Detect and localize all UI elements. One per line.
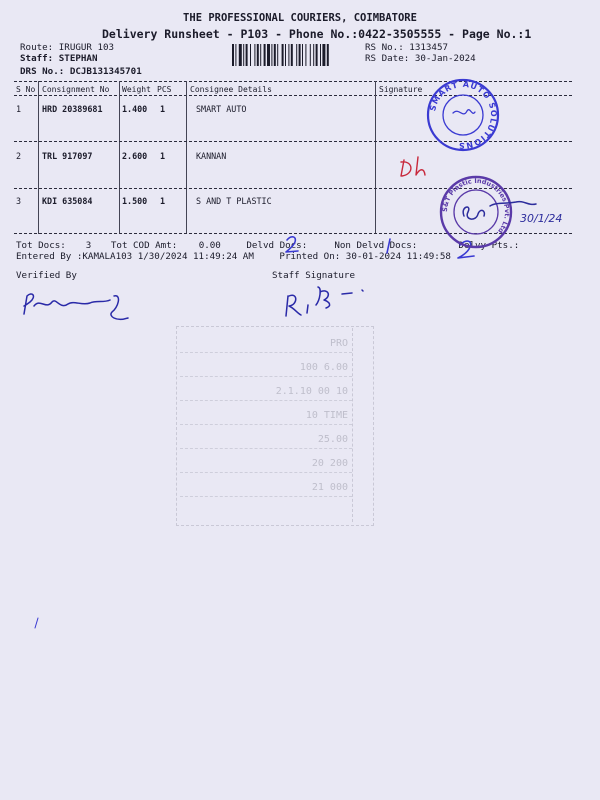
row2-weight: 2.600 [122, 151, 148, 161]
delvd-docs-label: Delvd Docs: [246, 240, 308, 251]
drs-value: DCJB131345701 [69, 66, 142, 77]
faded-rule [180, 496, 352, 497]
handwritten-delvd-2 [286, 237, 298, 252]
company-title: THE PROFESSIONAL COURIERS, COIMBATORE [183, 12, 417, 24]
verified-by-label: Verified By [16, 270, 77, 281]
row1-consignment: HRD 20389681 [42, 104, 103, 114]
rs-no-value: 1313457 [409, 42, 449, 53]
red-signature [401, 157, 425, 176]
header-consignment: Consignment No [42, 85, 110, 94]
faded-rule [180, 400, 352, 401]
verified-by-signature [24, 294, 128, 319]
staff-value: STEPHAN [58, 53, 98, 64]
faded-text-line: 25.00 [317, 434, 348, 445]
rs-no-label: RS No.: [365, 42, 404, 53]
header-sno: S No [16, 85, 36, 94]
drs-label: DRS No.: [20, 66, 65, 77]
row3-sno: 3 [16, 196, 22, 206]
row2-consignment: TRL 917097 [42, 151, 93, 161]
header-weight: Weight [122, 85, 151, 94]
row1-pcs: 1 [160, 104, 166, 114]
entered-by: Entered By :KAMALA103 1/30/2024 11:49:24 AM [16, 251, 254, 262]
row2-pcs: 1 [160, 151, 166, 161]
runsheet-title: Delivery Runsheet - P103 - Phone No.:0422-3505555 - Page No.:1 [102, 27, 532, 41]
stamp1-text: SMART AUTO SOLUTIONS [428, 79, 499, 151]
delvy-pts-label: Delvy Pts.: [458, 240, 520, 251]
faded-text-line: 100 6.00 [299, 362, 348, 373]
route-label: Route: [20, 42, 54, 53]
faded-rule [180, 448, 352, 449]
stamp2-text: S&T Plastic Industries Pvt. Ltd. [440, 176, 512, 238]
row3-consignee: S AND T PLASTIC [196, 196, 272, 206]
faded-rule [180, 352, 352, 353]
handwritten-date: 30/1/24 [520, 212, 563, 225]
faded-rule [180, 424, 352, 425]
tot-cod-label: Tot COD Amt: [110, 240, 178, 251]
stray-mark [35, 618, 38, 628]
rs-date-label: RS Date: [365, 53, 410, 64]
faded-rule [180, 376, 352, 377]
row1-weight: 1.400 [122, 104, 148, 114]
non-delvd-label: Non Delvd Docs: [334, 240, 418, 251]
tot-docs-label: Tot Docs: [16, 240, 66, 251]
header-signature: Signature [379, 85, 423, 94]
header-consignee: Consignee Details [190, 85, 272, 94]
staff-signature [286, 287, 363, 316]
faded-text-line: 10 TIME [305, 410, 348, 421]
row2-consignee: KANNAN [196, 151, 227, 161]
row1-sno: 1 [16, 104, 22, 114]
staff-label: Staff: [20, 53, 54, 64]
tot-cod-value: 0.00 [198, 240, 221, 251]
route-value: IRUGUR 103 [58, 42, 115, 53]
row2-sno: 2 [16, 151, 22, 161]
rs-date-value: 30-Jan-2024 [414, 53, 476, 64]
handwritten-nondelvd-1 [387, 239, 390, 253]
row3-consignment: KDI 635084 [42, 196, 93, 206]
row1-consignee: SMART AUTO [196, 104, 247, 114]
faded-text-line: 2.1.10 00 10 [275, 386, 348, 397]
row3-pcs: 1 [160, 196, 166, 206]
faded-text-line: PRO [329, 338, 348, 349]
faded-text-line: 21 000 [311, 482, 348, 493]
faded-rule [180, 472, 352, 473]
faded-text-line: 20 200 [311, 458, 348, 469]
staff-signature-label: Staff Signature [272, 270, 355, 281]
faded-bleed-through [176, 326, 374, 526]
stamp-smart-auto [428, 80, 498, 150]
tot-docs-value: 3 [85, 240, 92, 251]
printed-on: Printed On: 30-01-2024 11:49:58 [279, 251, 451, 262]
header-pcs: PCS [157, 85, 172, 94]
row3-weight: 1.500 [122, 196, 148, 206]
